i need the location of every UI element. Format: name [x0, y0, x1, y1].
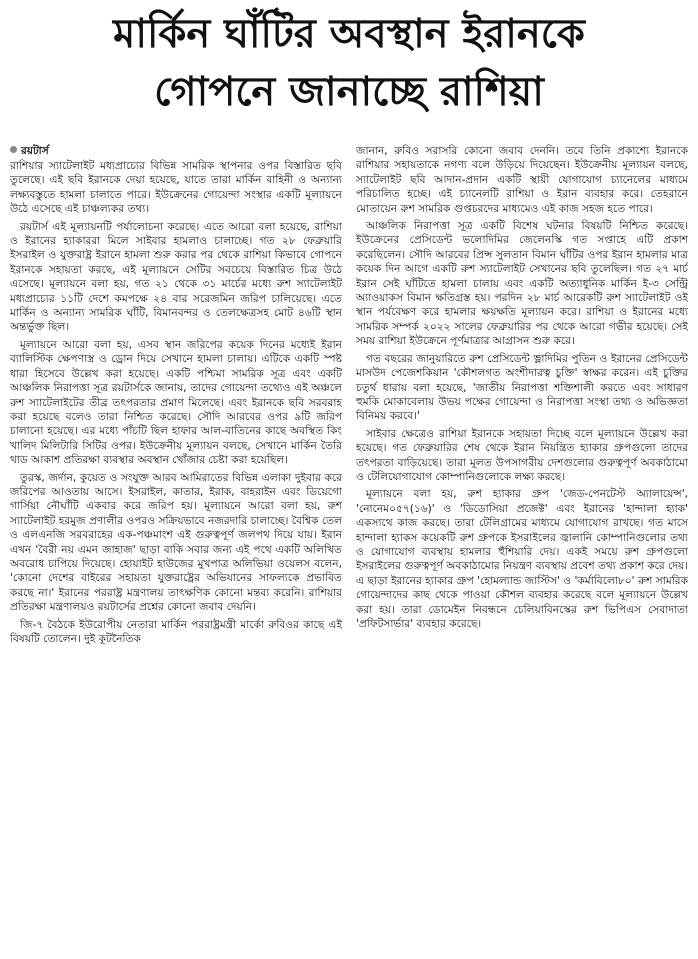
bullet-dot-icon	[10, 146, 17, 153]
paragraph: গত বছরের জানুয়ারিতে রুশ প্রেসিডেন্ট ভ্লাদিমির পুতিন ও ইরানের প্রেসিডেন্ট মাসউদ পেজেশকিয়ান 'কৌশলগত অংশীদারত্ব চুক্তি' স্বাক্ষর করেন। এই চুক্তির চতুর্থ ধারায় বলা হয়েছে, 'জাতীয় নিরাপত্তা শক্তিশালী করতে এবং সাধারণ হুমকি মোকাবেলায় উভয় পক্ষের গোয়েন্দা ও নিরাপত্তা সংস্থা তথ্য ও অভিজ্ঞতা বিনিময় করবে।'	[356, 352, 688, 423]
article-body	[10, 144, 688, 955]
paragraph: মূল্যায়নে আরো বলা হয়, এসব স্থান জরিপের কয়েক দিনের মধ্যেই ইরান ব্যালিস্টিক ক্ষেপণাস্ত্র ও ড্রোন দিয়ে সেখানে হামলা চালায়। এটিকে একটি স্পষ্ট ধারা হিসেবে উল্লেখ করা হয়েছে। একটি পশ্চিমা সামরিক সূত্র এবং একটি আঞ্চলিক নিরাপত্তা সূত্র রয়টার্সকে জানায়, তাদের গোয়েন্দা তথ্যেও এই অঞ্চলে রুশ স্যাটেলাইটের তীব্র তৎপরতার প্রমাণ মিলেছে। এবং ইরানকে ছবি সরবরাহ করা হয়েছে বলেও তারা নিশ্চিত করেছে। সৌদি আরবের ওপর ৯টি জরিপ চালানো হয়েছে। এর মধ্যে পাঁচটি ছিল হাফার আল-বাতিনের কাছে অবস্থিত কিং খালিদ মিলিটারি সিটির ওপর। ইউক্রেনীয় মূল্যায়ন বলছে, সেখানে মার্কিন তৈরি থাড আকাশ প্রতিরক্ষা ব্যবস্থার অবস্থান খোঁজার চেষ্টা করা হয়েছিল।	[10, 338, 342, 467]
paragraph: রাশিয়ার স্যাটেলাইট মধ্যপ্রাচ্যের বিভিন্ন সামরিক স্থাপনার ওপর বিস্তারিত ছবি তুলেছে। এই ছবি ইরানকে দেয়া হয়েছে, যাতে তারা মার্কিন বাহিনী ও অন্যান্য লক্ষ্যবস্তুতে হামলা চালাতে পারে। ইউক্রেনের গোয়েন্দা সংস্থার একটি মূল্যায়নে উঠে এসেছে এই চাঞ্চল্যকর তথ্য।	[10, 160, 342, 216]
paragraph: রয়টার্স এই মূল্যায়নটি পর্যালোচনা করেছে। এতে আরো বলা হয়েছে, রাশিয়া ও ইরানের হ্যাকাররা মিলে সাইবার হামলাও চালাচ্ছে। গত ২৮ ফেব্রুয়ারি ইসরাইল ও যুক্তরাষ্ট্র ইরানে হামলা শুরু করার পর থেকে রাশিয়া কিভাবে গোপনে ইরানকে সহায়তা করছে, এই মূল্যায়নে সেটির সবচেয়ে বিস্তারিত চিত্র উঠে এসেছে। মূল্যায়নে বলা হয়, গত ২১ থেকে ৩১ মার্চের মধ্যে রুশ স্যাটেলাইট মধ্যপ্রাচ্যের ১১টি দেশে কমপক্ষে ২৪ বার সরেজমিন জরিপ চালিয়েছে। এতে মার্কিন ও অন্যান্য সামরিক ঘাঁটি, বিমানবন্দর ও তেলক্ষেত্রসহ মোট ৪৬টি স্থান অন্তর্ভুক্ত ছিল।	[10, 220, 342, 334]
left-column	[10, 144, 342, 955]
headline-line-1: মার্কিন ঘাঁটির অবস্থান ইরানকে	[113, 11, 585, 57]
byline	[10, 144, 342, 158]
paragraph: সাইবার ক্ষেত্রেও রাশিয়া ইরানকে সহায়তা দিচ্ছে বলে মূল্যায়নে উল্লেখ করা হয়েছে। গত ফেব্রুয়ারির শেষ থেকে ইরান নিয়ন্ত্রিত হ্যাকার গ্রুপগুলো তাদের তৎপরতা বাড়িয়েছে। তারা মূলত উপসাগরীয় দেশগুলোর গুরুত্বপূর্ণ অবকাঠামো ও টেলিযোগাযোগ কোম্পানিগুলোকে লক্ষ্য করছে।	[356, 427, 688, 483]
paragraph: জানান, রুবিও সরাসরি কোনো জবাব দেননি। তবে তিনি প্রকাশ্যে ইরানকে রাশিয়ার সহায়তাকে নগণ্য বলে উড়িয়ে দিয়েছেন। ইউক্রেনীয় মূল্যায়ন বলছে, স্যাটেলাইট ছবি আদান-প্রদান একটি স্থায়ী যোগাযোগ চ্যানেলের মাধ্যমে পরিচালিত হচ্ছে। এই চ্যানেলটি রাশিয়া ও ইরান ব্যবহার করে। তেহরানে মোতায়েন রুশ সামরিক গুপ্তচরদের মাধ্যমেও এই কাজ সহজ হতে পারে।	[356, 145, 688, 215]
right-column	[356, 144, 688, 955]
headline-line-2: গোপনে জানাচ্ছে রাশিয়া	[154, 69, 544, 115]
headline	[8, 6, 690, 120]
paragraph: জি-৭ বৈঠকে ইউরোপীয় নেতারা মার্কিন পররাষ্ট্রমন্ত্রী মার্কো রুবিওর কাছে এই বিষয়টি তোলেন। দুই কূটনৈতিক	[10, 618, 342, 645]
paragraph: আঞ্চলিক নিরাপত্তা সূত্র একটি বিশেষ ঘটনার বিষয়টি নিশ্চিত করেছে। ইউক্রেনের প্রেসিডেন্ট ভলোদিমির জেলেনস্কি গত সপ্তাহে এটি প্রকাশ করেছিলেন। সৌদি আরবের প্রিন্স সুলতান বিমান ঘাঁটির ওপর ইরান হামলার মাত্র কয়েক দিন আগে একটি রুশ স্যাটেলাইট সেখানের ছবি তুলেছিল। গত ২৭ মার্চ ইরান সেই ঘাঁটিতে হামলা চালায় এবং একটি অত্যাধুনিক মার্কিন ই-৩ সেন্ট্রি অ্যাওয়াকস বিমান ক্ষতিগ্রস্ত হয়। পরদিন ২৮ মার্চ আরেকটি রুশ স্যাটেলাইট ওই স্থান পর্যবেক্ষণ করে হামলার ক্ষয়ক্ষতি মূল্যায়ন করে। রাশিয়া ও ইরানের মধ্যে সামরিক সম্পর্ক ২০২২ সালের ফেব্রুয়ারির পর থেকে আরো গভীর হয়েছে। সেই সময় রাশিয়া ইউক্রেনে পূর্ণমাত্রার আগ্রাসন শুরু করে।	[356, 220, 688, 348]
paragraph: মূল্যায়নে বলা হয়, রুশ হ্যাকার গ্রুপ 'জেড-পেনটেস্ট অ্যালায়েন্স', 'নোনেম০৫৭(১৬)' ও 'ডিডোসিয়া প্রজেক্ট' এবং ইরানের 'হান্দালা হ্যাক' একসাথে কাজ করছে। তারা টেলিগ্রামের মাধ্যমে যোগাযোগ রাখছে। গত মাসে হান্দালা হ্যাকস কয়েকটি রুশ গ্রুপকে ইসরাইলের জ্বালানি কোম্পানিগুলোর তথ্য ও যোগাযোগ ব্যবস্থায় হামলার হুঁশিয়ারি দেয়। একই সময়ে রুশ গ্রুপগুলো ইসরাইলের গুরুত্বপূর্ণ অবকাঠামোর নিয়ন্ত্রণ ব্যবস্থায় প্রবেশ তথ্য প্রকাশ করে দেয়। এ ছাড়া ইরানের হ্যাকার গ্রুপ 'হোমল্যান্ড জাস্টিস' ও 'কর্মাবিলো৮০' রুশ সামরিক গোয়েন্দাদের কাছ থেকে পাওয়া কৌশল ব্যবহার করেছে বলে মূল্যায়নে উল্লেখ করা হয়। তারা ডোমেইন নিবন্ধনে চেলিয়াবিনস্কের রুশ ভিপিএস সেবাদাতা 'প্রফিটসার্ভার' ব্যবহার করেছে।	[356, 488, 688, 630]
paragraph: তুরস্ক, জর্দান, কুয়েত ও সংযুক্ত আরব আমিরাতের বিভিন্ন এলাকা দুইবার করে জরিপের আওতায় আসে। ইসরাইল, কাতার, ইরাক, বাহরাইন এবং ডিয়েগো গার্সিয়া নৌঘাঁটি একবার করে জরিপ হয়। মূল্যায়নে আরো বলা হয়, রুশ স্যাটেলাইট হরমুজ প্রণালীর ওপরও সক্রিয়ভাবে নজরদারি চালাচ্ছে। বৈশ্বিক তেল ও এলএনজি সরবরাহের এক-পঞ্চমাংশ এই গুরুত্বপূর্ণ জলপথ দিয়ে যায়। ইরান এখন 'বৈরী নয় এমন জাহাজ' ছাড়া বাকি সবার জন্য এই পথে একটি অলিখিত অবরোধ চাপিয়ে দিয়েছে। হোয়াইট হাউজের মুখপাত্র অলিভিয়া ওয়েলস বলেন, 'কোনো দেশের বাইরের সহায়তা যুক্তরাষ্ট্রের অভিযানের সাফল্যকে প্রভাবিত করছে না।' ইরানের পররাষ্ট্র মন্ত্রণালয় তাৎক্ষণিক কোনো মন্তব্য করেনি। রাশিয়ার প্রতিরক্ষা মন্ত্রণালয়ও রয়টার্সের প্রশ্নের কোনো জবাব দেয়নি।	[10, 471, 342, 614]
byline-text: রয়টার্স	[21, 145, 49, 157]
